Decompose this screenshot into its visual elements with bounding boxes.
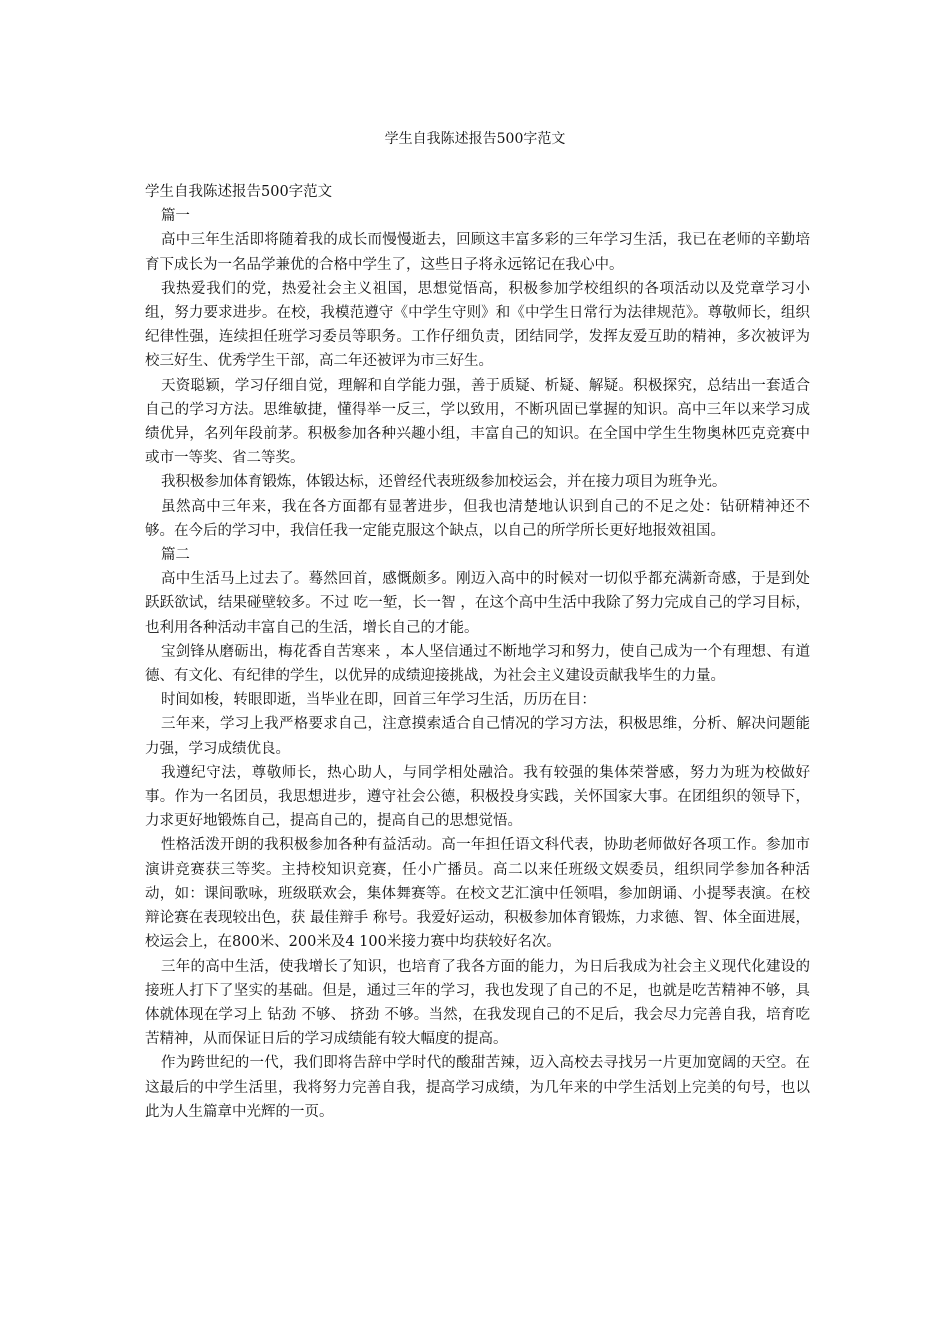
document-title: 学生自我陈述报告500字范文 [384,131,566,147]
paragraph: 我积极参加体育锻炼，体锻达标，还曾经代表班级参加校运会，并在接力项目为班争光。 [160,474,727,491]
paragraph: 宝剑锋从磨砺出，梅花香自苦寒来 ，本人坚信通过不断地学习和努力，使自己成为一个有理想、有道德、有文化、有纪律的学生，以优异的成绩迎接挑战，为社会主义建设贡献我毕生的力量。 [145,643,810,685]
paragraph: 作为跨世纪的一代，我们即将告辞中学时代的酸甜苦辣，迈入高校去寻找另一片更加宽阔的天空。在这最后的中学生活里，我将努力完善自我，提高学习成绩，为几年来的中学生活划上完美的句号，也以此为人生篇章中光辉的一页。 [145,1055,810,1120]
paragraph: 虽然高中三年来，我在各方面都有显著进步，但我也清楚地认识到自己的不足之处：钻研精神还不够。在今后的学习中，我信任我一定能克服这个缺点，以自己的所学所长更好地报效祖国。 [145,498,810,539]
paragraph: 我遵纪守法，尊敬师长，热心助人，与同学相处融洽。我有较强的集体荣誉感，努力为班为校做好事。作为一名团员，我思想进步，遵守社会公德，积极投身实践，关怀国家大事。在团组织的领导下，力求更好地锻炼自己，提高自己的，提高自己的思想觉悟。 [145,764,810,830]
paragraph: 性格活泼开朗的我积极参加各种有益活动。高一年担任语文科代表，协助老师做好各项工作。参加市演讲竞赛获三等奖。主持校知识竞赛，任小广播员。高二以来任班级文娱委员，组织同学参加各种活动，如：课间歌咏，班级联欢会，集体舞赛等。在校文艺汇演中任领唱，参加朗诵、小提琴表演。在校辩论赛在表现较出色，获 最佳辩手 称号。我爱好运动，积极参加体育锻炼，力求德、智、体全面进展，校运会上，在800米、200米及4 100米接力赛中均获较好名次。 [145,837,810,951]
paragraph: 时间如梭，转眼即逝，当毕业在即，回首三年学习生活，历历在目： [160,692,596,709]
paragraph: 我热爱我们的党，热爱社会主义祖国，思想觉悟高，积极参加学校组织的各项活动以及党章学习小组，努力要求进步。在校，我模范遵守《中学生守则》和《中学生日常行为法律规范》。尊敬师长，组织纪律性强，连续担任班学习委员等职务。工作仔细负责，团结同学，发挥友爱互助的精神，多次被评为校三好生、优秀学生干部，高二年还被评为市三好生。 [145,280,810,370]
paragraph: 高中三年生活即将随着我的成长而慢慢逝去，回顾这丰富多彩的三年学习生活，我已在老师的辛勤培育下成长为一名品学兼优的合格中学生了，这些日子将永远铭记在我心中。 [145,232,810,273]
paragraph: 天资聪颖，学习仔细自觉，理解和自学能力强，善于质疑、析疑、解疑。积极探究，总结出一套适合自己的学习方法。思维敏捷，懂得举一反三，学以致用，不断巩固已掌握的知识。高中三年以来学习成绩优异，名列年段前茅。积极参加各种兴趣小组，丰富自己的知识。在全国中学生生物奥林匹克竞赛中或市一等奖、省二等奖。 [145,377,810,467]
paragraph: 高中生活马上过去了。蓦然回首，感慨颇多。刚迈入高中的时候对一切似乎都充满新奇感，于是到处跃跃欲试，结果碰壁较多。不过 吃一堑，长一智 ，在这个高中生活中我除了努力完成自己的学习目标，也利用各种活动丰富自己的生活，增长自己的才能。 [145,571,810,636]
document-body [145,180,810,1124]
section-heading-1: 篇一 [160,208,190,225]
section-heading-2: 篇二 [160,547,190,564]
paragraph: 三年来，学习上我严格要求自己，注意摸索适合自己情况的学习方法，积极思维，分析、解决问题能力强，学习成绩优良。 [145,716,810,757]
document-subtitle: 学生自我陈述报告500字范文 [145,184,333,200]
paragraph: 三年的高中生活，使我增长了知识，也培育了我各方面的能力，为日后我成为社会主义现代化建设的接班人打下了坚实的基础。但是，通过三年的学习，我也发现了自己的不足，也就是吃苦精神不够，具体就体现在学习上 钻劲 不够、 挤劲 不够。当然，在我发现自己的不足后，我会尽力完善自我，培育吃苦精神，从而保证日后的学习成绩能有较大幅度的提高。 [145,958,810,1048]
